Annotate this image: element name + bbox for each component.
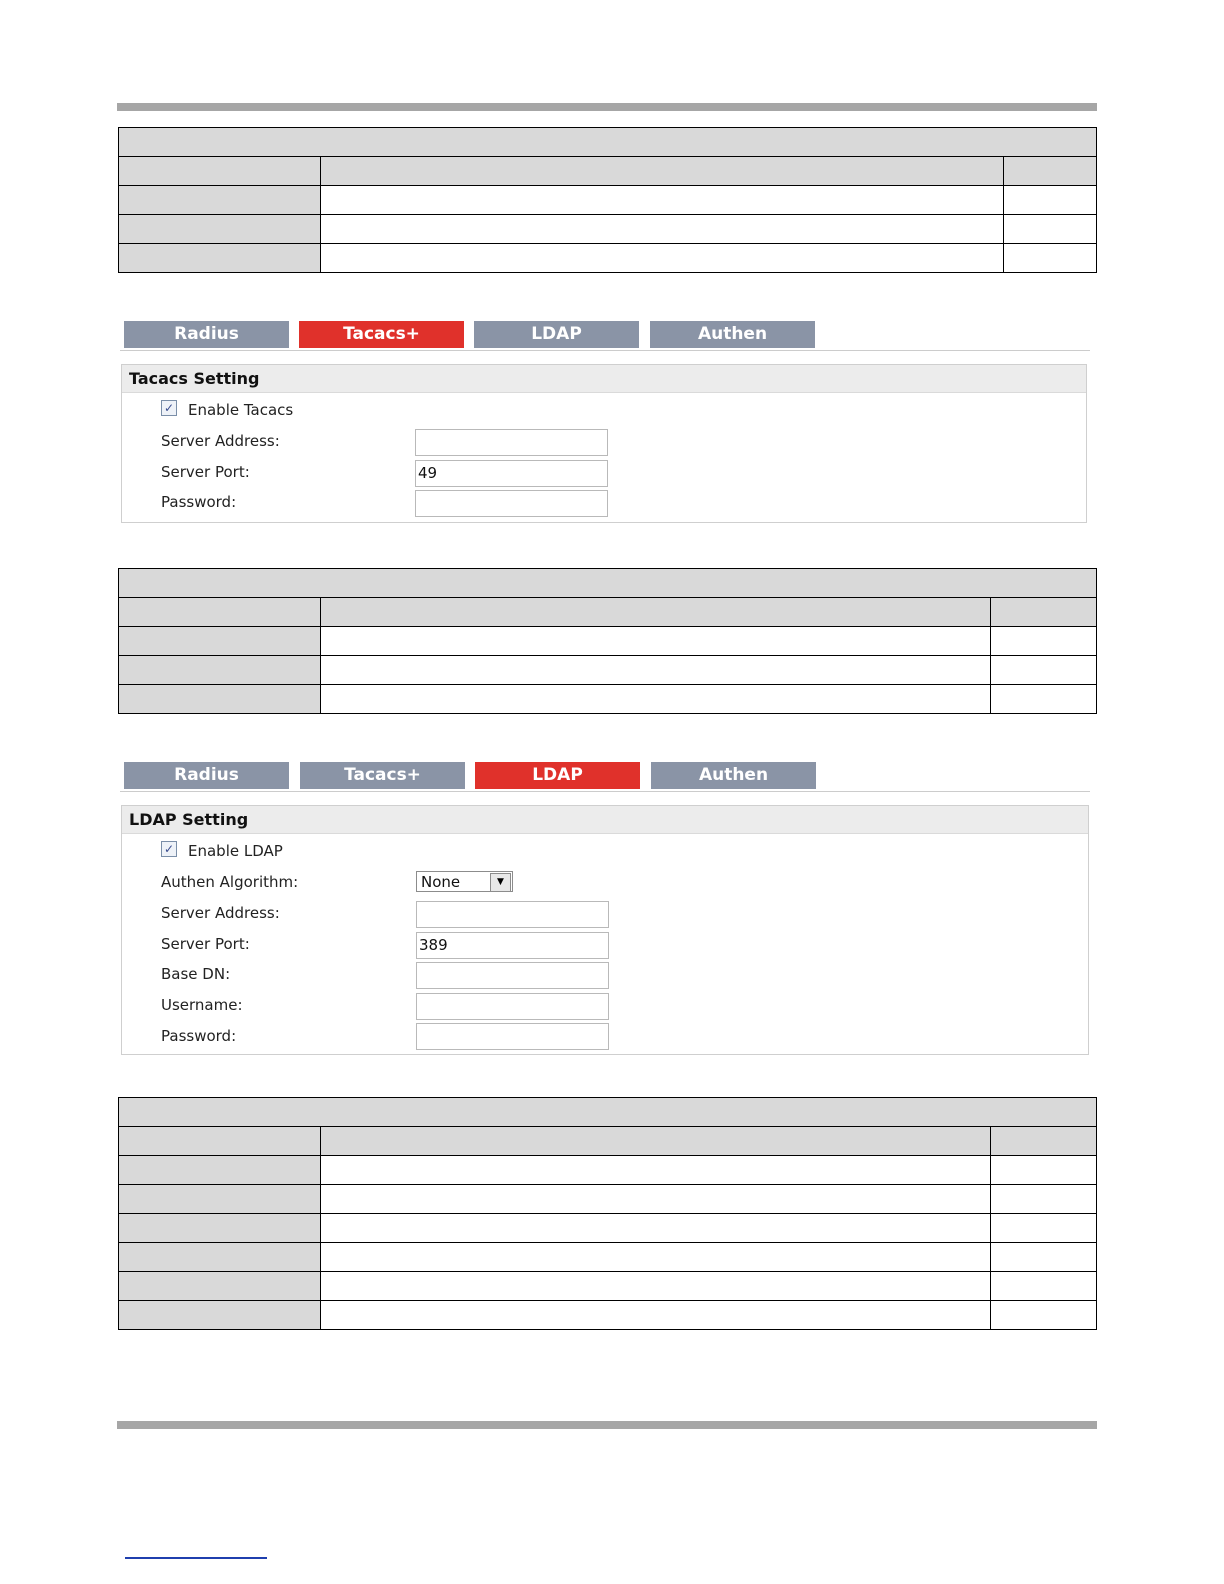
enable-tacacs-checkbox[interactable]: ✓ (161, 400, 177, 416)
server-address-label: Server Address: (161, 432, 280, 450)
table-row (119, 685, 1097, 714)
tab-radius[interactable]: Radius (124, 762, 289, 789)
table-row (119, 1243, 1097, 1272)
tab-ldap[interactable]: LDAP (474, 321, 639, 348)
doc-table-2 (118, 568, 1097, 714)
tab-tacacs[interactable]: Tacacs+ (299, 321, 464, 348)
tab-radius[interactable]: Radius (124, 321, 289, 348)
tab-authen[interactable]: Authen (650, 321, 815, 348)
ldap-setting-panel (121, 805, 1089, 1055)
tab-underline (120, 791, 1090, 792)
server-port-input[interactable]: 49 (415, 460, 608, 487)
base-dn-label: Base DN: (161, 965, 231, 983)
username-label: Username: (161, 996, 243, 1014)
tab-tacacs[interactable]: Tacacs+ (300, 762, 465, 789)
server-port-label: Server Port: (161, 935, 250, 953)
authen-algorithm-select[interactable] (416, 871, 513, 892)
server-address-label: Server Address: (161, 904, 280, 922)
server-port-input[interactable]: 389 (416, 932, 609, 959)
table-row (119, 1272, 1097, 1301)
table-header-row (119, 569, 1097, 598)
panel-title: LDAP Setting (122, 806, 1088, 834)
table-row (119, 1214, 1097, 1243)
base-dn-input[interactable] (416, 962, 609, 989)
server-address-input[interactable] (416, 901, 609, 928)
table-header-row (119, 1098, 1097, 1127)
chevron-down-icon[interactable]: ▼ (490, 873, 511, 892)
table-row (119, 244, 1097, 273)
table-row (119, 157, 1097, 186)
footer-link[interactable] (125, 1557, 267, 1559)
password-label: Password: (161, 493, 237, 511)
doc-table-3 (118, 1097, 1097, 1330)
server-address-input[interactable] (415, 429, 608, 456)
panel-title: Tacacs Setting (122, 365, 1086, 393)
password-input[interactable] (416, 1023, 609, 1050)
enable-ldap-checkbox[interactable]: ✓ (161, 841, 177, 857)
authen-algorithm-value: None (421, 873, 461, 891)
header-rule (117, 103, 1097, 111)
table-row (119, 1127, 1097, 1156)
tacacs-setting-panel (121, 364, 1087, 523)
table-row (119, 598, 1097, 627)
table-row (119, 1185, 1097, 1214)
footer-rule (117, 1421, 1097, 1429)
doc-table-1 (118, 127, 1097, 273)
enable-ldap-label: Enable LDAP (188, 842, 283, 860)
password-label: Password: (161, 1027, 237, 1045)
server-port-label: Server Port: (161, 463, 250, 481)
tab-ldap[interactable]: LDAP (475, 762, 640, 789)
tab-authen[interactable]: Authen (651, 762, 816, 789)
table-row (119, 215, 1097, 244)
table-row (119, 1156, 1097, 1185)
table-row (119, 656, 1097, 685)
enable-tacacs-label: Enable Tacacs (188, 401, 294, 419)
table-header-row (119, 128, 1097, 157)
authen-algorithm-label: Authen Algorithm: (161, 873, 299, 891)
table-row (119, 1301, 1097, 1330)
table-row (119, 627, 1097, 656)
tab-underline (120, 350, 1090, 351)
table-row (119, 186, 1097, 215)
password-input[interactable] (415, 490, 608, 517)
username-input[interactable] (416, 993, 609, 1020)
